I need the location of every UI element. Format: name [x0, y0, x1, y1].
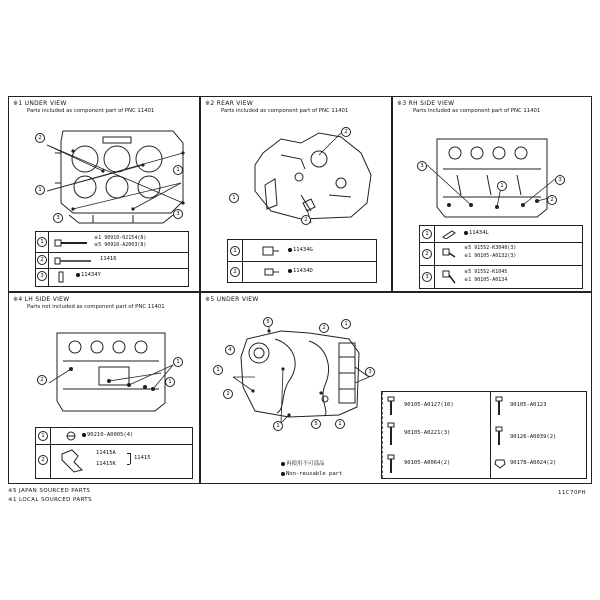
- part-number: 11434G: [288, 247, 313, 254]
- callout-1: 1: [165, 377, 175, 387]
- bolt-part-number: 90178-A0024(2): [510, 460, 557, 466]
- row-no: 3: [422, 272, 432, 282]
- engine-block-rear-diagram: [241, 125, 381, 225]
- callout-1: 1: [173, 357, 183, 367]
- callout-1: 1: [35, 185, 45, 195]
- part-number: ※1 90910-02154(8): [94, 235, 147, 241]
- row-no: 3: [37, 271, 47, 281]
- panel-caption: Parts included as component part of PNC 11401: [221, 108, 349, 114]
- callout-2: 2: [35, 133, 45, 143]
- panel-title: ※1 UNDER VIEW: [13, 100, 67, 107]
- callout-3: 3: [53, 213, 63, 223]
- diagram-code: 11C70PH: [558, 490, 587, 496]
- callout-1: 1: [497, 181, 507, 191]
- bolt-icon: [442, 269, 456, 285]
- row-no: 2: [422, 249, 432, 259]
- non-reusable-dot-icon: [82, 433, 86, 437]
- nut-icon: [494, 456, 506, 470]
- callout-5: 5: [311, 419, 321, 429]
- plug-icon: [64, 431, 78, 441]
- callout-2: 2: [223, 389, 233, 399]
- part-number: 11416: [100, 256, 117, 262]
- panel-title: ※5 UNDER VIEW: [205, 296, 259, 303]
- panel-under-view-5: [200, 292, 592, 484]
- part-number: ※5 91552-K1045: [464, 269, 508, 275]
- bolt-icon: [386, 454, 396, 474]
- panel-under-view-1: [8, 96, 200, 292]
- bracket-icon: [60, 448, 84, 474]
- non-reusable-dot-icon: [288, 269, 292, 273]
- callout-2: 2: [547, 195, 557, 205]
- callout-3: 3: [365, 367, 375, 377]
- bolt-part-number: 90105-A0123: [510, 402, 547, 408]
- bolt-icon: [494, 396, 504, 416]
- part-number: 11434L: [464, 230, 489, 237]
- non-reusable-dot-icon: [281, 472, 285, 476]
- non-reusable-dot-icon: [464, 231, 468, 235]
- part-number: ※5 91552-K3040(3): [464, 245, 517, 251]
- plug-icon: [262, 244, 280, 258]
- part-number: 11415A: [96, 450, 116, 456]
- panel-rear-view: [200, 96, 392, 292]
- callout-1: 1: [273, 421, 283, 431]
- panel-rh-side-view: [392, 96, 592, 292]
- pin-icon: [56, 271, 66, 283]
- parts-table: [35, 427, 193, 479]
- oil-pan-under-diagram: [229, 317, 377, 429]
- part-number: ※1 90105-A0134: [464, 277, 508, 283]
- bolt-part-number: 90105-A0064(2): [404, 460, 451, 466]
- callout-1: 1: [229, 193, 239, 203]
- part-number: 11434Y: [76, 272, 101, 279]
- parts-table: [227, 239, 377, 283]
- non-reusable-dot-icon: [281, 462, 285, 466]
- row-no: 1: [37, 237, 47, 247]
- callout-2: 2: [37, 375, 47, 385]
- panel-caption: Parts included as component part of PNC 11401: [27, 108, 155, 114]
- part-number: 11434D: [288, 268, 313, 275]
- parts-table: [35, 231, 189, 287]
- callout-3: 3: [417, 161, 427, 171]
- bolt-icon: [386, 396, 396, 416]
- legend-non-reusable-en: Non-reusable part: [281, 471, 342, 478]
- part-number: 90210-A0005(4): [82, 432, 133, 439]
- bolt-icon: [442, 247, 456, 261]
- bolt-part-number: 90105-A0127(10): [404, 402, 454, 408]
- row-no: 1: [230, 246, 240, 256]
- parts-table: [419, 225, 583, 289]
- part-number: 11415K: [96, 461, 116, 467]
- pin-icon: [442, 229, 456, 239]
- panel-title: ※2 REAR VIEW: [205, 100, 254, 107]
- panel-title: ※4 LH SIDE VIEW: [13, 296, 70, 303]
- long-bolt-icon: [54, 256, 92, 266]
- row-no: 2: [37, 255, 47, 265]
- row-no: 1: [422, 229, 432, 239]
- panel-caption: Parts not included as component part of PNC 11401: [27, 304, 165, 310]
- bolts-table: [381, 391, 587, 479]
- callout-2: 2: [319, 323, 329, 333]
- panel-title: ※3 RH SIDE VIEW: [397, 100, 455, 107]
- footnote-local-sourced: ※1 LOCAL SOURCED PARTS: [8, 497, 92, 503]
- callout-1: 1: [213, 365, 223, 375]
- engine-block-rh-diagram: [427, 135, 557, 219]
- footnote-japan-sourced: ※5 JAPAN SOURCED PARTS: [8, 488, 91, 494]
- small-plug-icon: [264, 266, 280, 278]
- callout-1: 1: [341, 319, 351, 329]
- bolt-icon: [54, 238, 88, 248]
- row-no: 2: [230, 267, 240, 277]
- assembly-number: 11415: [134, 455, 151, 461]
- engine-block-lh-diagram: [49, 329, 179, 413]
- row-no: 1: [38, 431, 48, 441]
- legend-non-reusable-jp: 再使用不可部品: [281, 461, 325, 468]
- bolt-part-number: 90126-A0039(2): [510, 434, 557, 440]
- callout-2: 2: [301, 215, 311, 225]
- callout-3: 3: [555, 175, 565, 185]
- long-bolt-icon: [386, 422, 396, 446]
- panel-caption: Parts included as component part of PNC 11401: [413, 108, 541, 114]
- callout-2: 2: [341, 127, 351, 137]
- part-number: ※5 90910-A2003(8): [94, 242, 147, 248]
- non-reusable-dot-icon: [288, 248, 292, 252]
- callout-5: 5: [263, 317, 273, 327]
- non-reusable-dot-icon: [76, 273, 80, 277]
- callout-1: 1: [173, 165, 183, 175]
- callout-4: 4: [225, 345, 235, 355]
- engine-block-under-diagram: [33, 123, 193, 227]
- panel-lh-side-view: [8, 292, 200, 484]
- stud-bolt-icon: [494, 426, 504, 446]
- callout-3: 3: [173, 209, 183, 219]
- callout-1: 1: [335, 419, 345, 429]
- bolt-part-number: 90105-A0221(3): [404, 430, 451, 436]
- row-no: 2: [38, 455, 48, 465]
- part-number: ※1 90105-A0132(3): [464, 253, 517, 259]
